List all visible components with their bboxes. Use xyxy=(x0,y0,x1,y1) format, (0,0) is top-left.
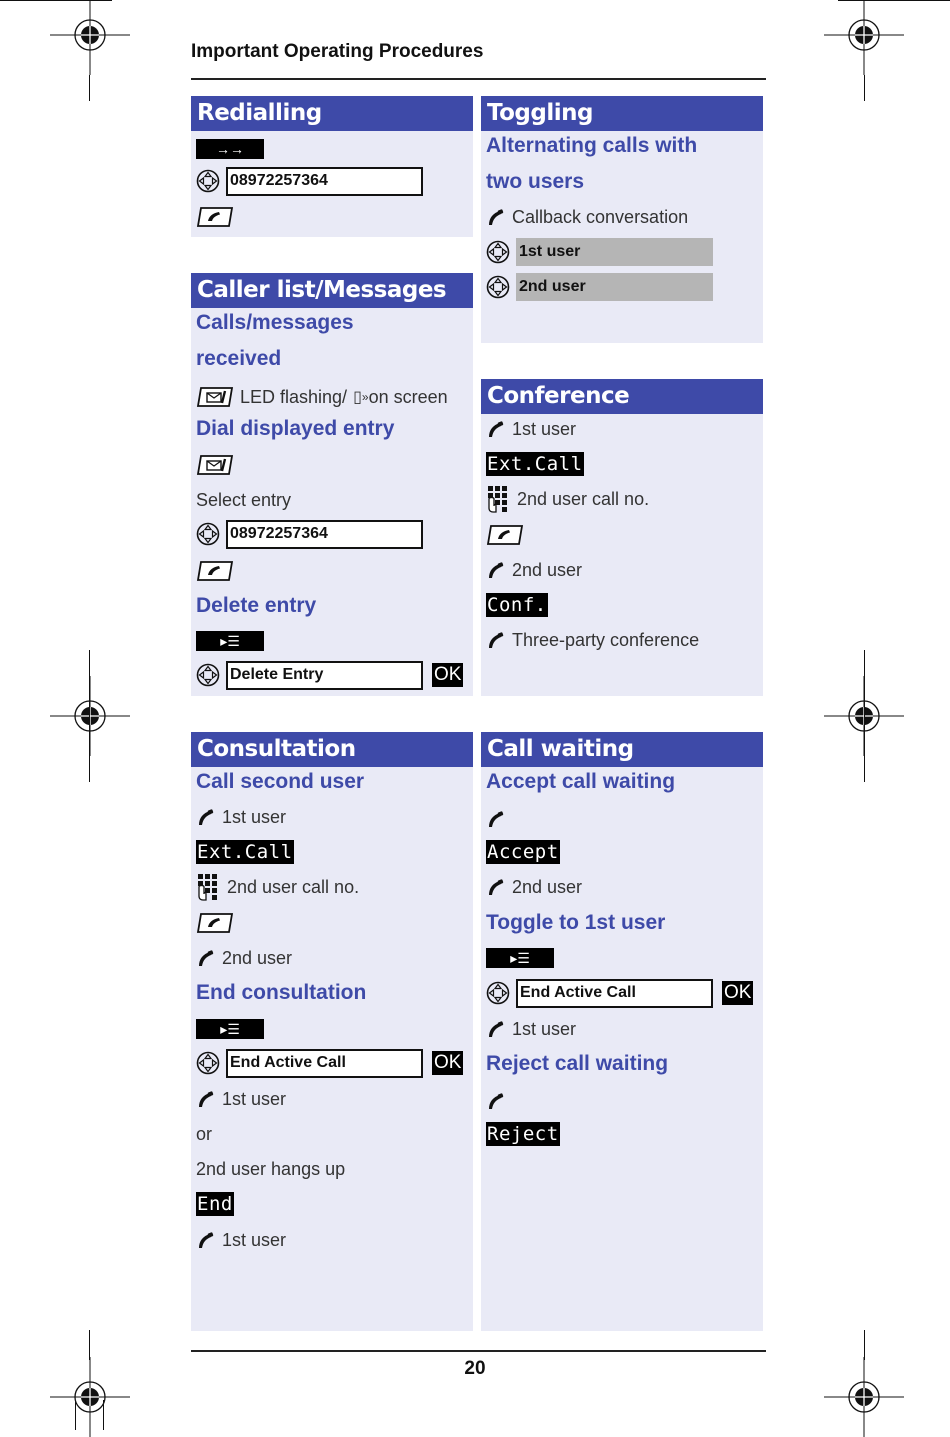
registration-mark-icon xyxy=(50,676,130,756)
number-display: 08972257364 xyxy=(226,167,423,196)
ok-button[interactable]: OK xyxy=(724,982,752,1003)
instruction-text: 2nd user call no. xyxy=(227,876,360,897)
talk-key-icon[interactable] xyxy=(196,561,234,581)
navigation-key-icon[interactable] xyxy=(486,240,510,264)
panel-title: Consultation xyxy=(191,732,473,767)
handset-icon xyxy=(196,1231,214,1249)
instruction-text: Select entry xyxy=(196,489,292,510)
panel-title: Conference xyxy=(481,379,763,414)
panel-toggling xyxy=(481,96,763,343)
talk-key-icon[interactable] xyxy=(196,207,234,227)
panel-caller-list xyxy=(191,273,473,696)
subheading: Delete entry xyxy=(196,594,317,617)
instruction-text: Three-party conference xyxy=(512,629,700,650)
instruction-text: 2nd user xyxy=(222,947,293,968)
crop-line xyxy=(103,1400,104,1430)
end-softkey[interactable]: End xyxy=(197,1193,233,1215)
header-rule xyxy=(191,78,766,80)
signal-icon: » xyxy=(361,390,369,404)
instruction-text: 1st user xyxy=(512,418,577,439)
panel-title: Caller list/Messages xyxy=(191,273,473,308)
accept-softkey[interactable]: Accept xyxy=(487,841,559,863)
handset-icon xyxy=(486,561,504,579)
end-active-call-field: End Active Call xyxy=(516,979,713,1008)
handset-icon xyxy=(486,208,504,226)
subheading: Reject call waiting xyxy=(486,1052,669,1075)
instruction-text: 2nd user hangs up xyxy=(196,1158,346,1179)
menu-key[interactable]: ▸☰ xyxy=(196,1019,264,1039)
instruction-text: Callback conversation xyxy=(512,206,689,227)
message-key-icon[interactable] xyxy=(196,387,234,407)
talk-key-icon[interactable] xyxy=(196,913,234,933)
subheading: Dial displayed entry xyxy=(196,417,395,440)
handset-icon xyxy=(196,1090,214,1108)
subheading: End consultation xyxy=(196,981,367,1004)
panel-redialling xyxy=(191,96,473,237)
navigation-key-icon[interactable] xyxy=(486,275,510,299)
handset-icon xyxy=(486,631,504,649)
crop-line xyxy=(89,650,90,782)
crop-line xyxy=(864,650,865,782)
handset-icon xyxy=(196,808,214,826)
subheading: Alternating calls with xyxy=(486,134,698,157)
navigation-key-icon[interactable] xyxy=(196,663,220,687)
delete-entry-field: Delete Entry xyxy=(226,661,423,690)
keypad-icon[interactable] xyxy=(486,485,510,513)
subheading: two users xyxy=(486,170,585,193)
user-option-1[interactable]: 1st user xyxy=(516,238,713,266)
registration-mark-icon xyxy=(50,0,130,75)
navigation-key-icon[interactable] xyxy=(196,169,220,193)
crop-line xyxy=(89,75,90,101)
footer-rule xyxy=(191,1350,766,1352)
instruction-text: 2nd user xyxy=(512,876,583,897)
crop-line xyxy=(75,1400,76,1430)
screen-symbol-icon: ▯ xyxy=(353,389,362,406)
panel-conference xyxy=(481,379,763,696)
panel-consultation xyxy=(191,732,473,1331)
subheading: Toggle to 1st user xyxy=(486,911,666,934)
handset-icon xyxy=(486,878,504,896)
handset-icon xyxy=(196,949,214,967)
led-text: LED flashing/ xyxy=(240,386,348,407)
crop-line xyxy=(838,0,950,1)
page-header-title: Important Operating Procedures xyxy=(191,41,484,62)
handset-icon xyxy=(486,1020,504,1038)
handset-icon xyxy=(486,420,504,438)
crop-line xyxy=(89,1330,90,1360)
subheading: Accept call waiting xyxy=(486,770,676,793)
navigation-key-icon[interactable] xyxy=(486,981,510,1005)
navigation-key-icon[interactable] xyxy=(196,1051,220,1075)
keypad-icon[interactable] xyxy=(196,873,220,901)
instruction-text: 2nd user xyxy=(512,559,583,580)
instruction-text: 1st user xyxy=(222,1088,287,1109)
handset-icon xyxy=(486,1092,504,1110)
menu-key[interactable]: ▸☰ xyxy=(196,631,264,651)
reject-softkey[interactable]: Reject xyxy=(487,1123,559,1145)
subheading: Call second user xyxy=(196,770,365,793)
end-active-call-field: End Active Call xyxy=(226,1049,423,1078)
handset-icon xyxy=(486,810,504,828)
panel-title: Call waiting xyxy=(481,732,763,767)
ok-button[interactable]: OK xyxy=(434,1052,462,1073)
crop-line xyxy=(0,0,112,1)
number-display: 08972257364 xyxy=(226,520,423,549)
instruction-text: 2nd user call no. xyxy=(517,488,650,509)
navigation-key-icon[interactable] xyxy=(196,522,220,546)
ext-call-softkey[interactable]: Ext.Call xyxy=(487,453,583,475)
instruction-text: 1st user xyxy=(512,1018,577,1039)
panel-call-waiting xyxy=(481,732,763,1331)
ok-button[interactable]: OK xyxy=(434,664,462,685)
page-number: 20 xyxy=(464,1358,486,1379)
crop-line xyxy=(864,1330,865,1360)
user-option-2[interactable]: 2nd user xyxy=(516,273,713,301)
crop-line xyxy=(864,75,865,101)
redial-key[interactable]: →→ xyxy=(196,139,264,159)
or-text: or xyxy=(196,1123,213,1144)
menu-key[interactable]: ▸☰ xyxy=(486,948,554,968)
screen-text: on screen xyxy=(368,386,448,407)
ext-call-softkey[interactable]: Ext.Call xyxy=(197,841,293,863)
message-key-icon[interactable] xyxy=(196,455,234,475)
panel-title: Toggling xyxy=(481,96,763,131)
panel-title: Redialling xyxy=(191,96,473,131)
instruction-text: 1st user xyxy=(222,806,287,827)
talk-key-icon[interactable] xyxy=(486,525,524,545)
conf-softkey[interactable]: Conf. xyxy=(487,594,547,616)
instruction-text: 1st user xyxy=(222,1229,287,1250)
subheading: Calls/messages xyxy=(196,311,354,334)
subheading: received xyxy=(196,347,282,370)
registration-mark-icon xyxy=(824,0,904,75)
